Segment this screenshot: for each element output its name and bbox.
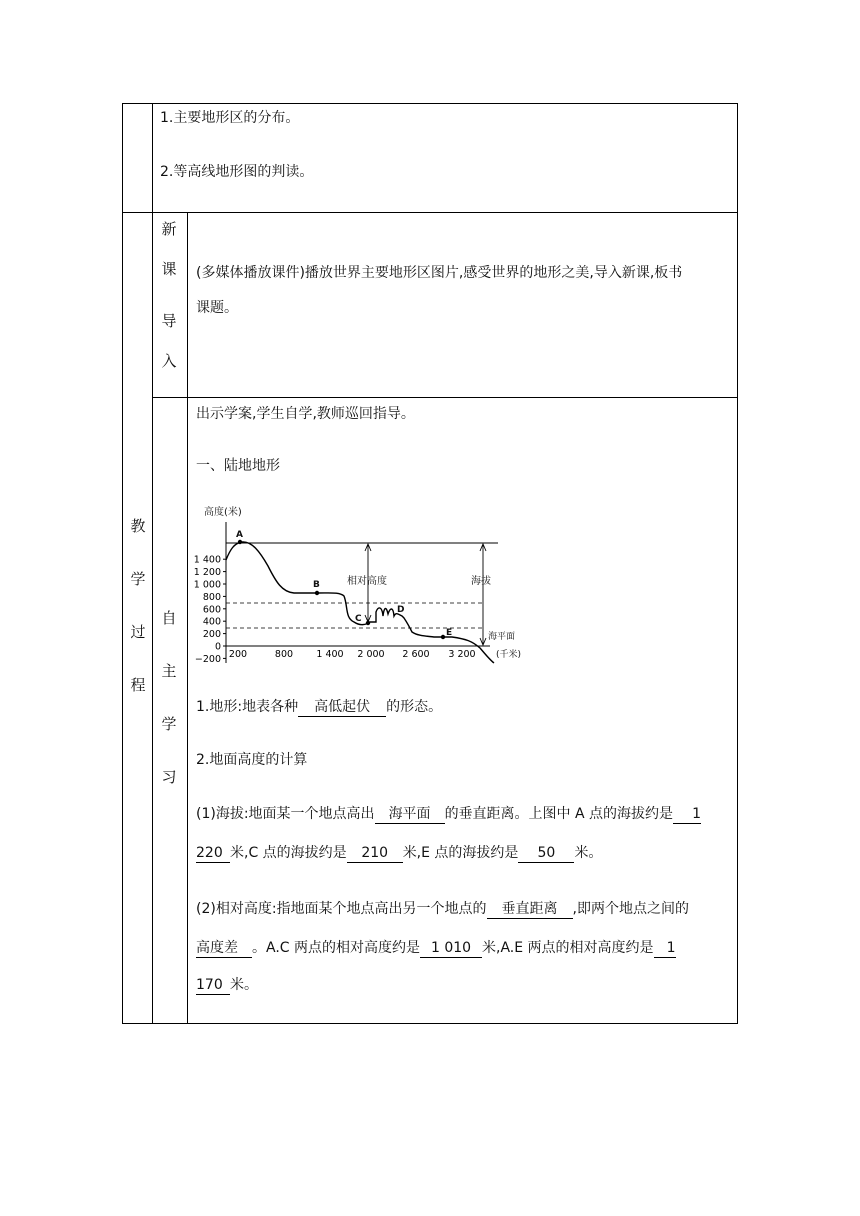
x-tick-label: 2 600 — [402, 649, 430, 660]
answer-blank: 220 — [196, 844, 230, 863]
study-label-char: 习 — [161, 768, 177, 786]
intro-label-char: 课 — [161, 260, 177, 278]
answer-blank: 1 010 — [420, 939, 482, 958]
column-divider-2 — [187, 212, 188, 1024]
y-tick-label: 1 000 — [193, 579, 221, 591]
point-e-label: E — [446, 628, 453, 638]
answer-blank: 1 — [673, 805, 701, 824]
study-label-char: 主 — [161, 662, 177, 680]
intro-label-char: 新 — [161, 220, 177, 238]
point-a-label: A — [236, 530, 243, 540]
chart-xlabel: (千米) — [496, 650, 522, 660]
x-tick-label: 2 000 — [357, 649, 385, 660]
study-intro-line: 出示学案,学生自学,教师巡回指导。 — [196, 406, 415, 422]
sea-level-label: 海平面 — [488, 632, 516, 642]
table-border-bottom — [122, 1023, 738, 1024]
table-border-left — [122, 103, 123, 1024]
section-label-char: 程 — [130, 676, 146, 694]
question-2-title: 2.地面高度的计算 — [196, 752, 308, 768]
relative-height-label: 相对高度 — [347, 576, 387, 587]
objective-1: 1.主要地形区的分布。 — [160, 110, 300, 126]
answer-blank: 170 — [196, 976, 230, 995]
section-label-char: 学 — [130, 570, 146, 588]
terrain-curve — [226, 542, 494, 663]
question-2a-line1: (1)海拔:地面某一个地点高出 海平面 的垂直距离。上图中 A 点的海拔约是 1 — [196, 806, 702, 822]
y-tick-label: 600 — [202, 604, 221, 616]
answer-blank: 高低起伏 — [298, 698, 386, 717]
terrain-profile-chart — [190, 500, 535, 665]
x-tick-label: 800 — [274, 649, 294, 660]
point-c-label: C — [355, 614, 362, 624]
y-tick-label: 200 — [202, 629, 221, 641]
study-label-char: 自 — [161, 609, 177, 627]
answer-blank: 垂直距离 — [487, 900, 573, 919]
answer-blank: 210 — [347, 844, 403, 863]
intro-label-char: 入 — [161, 352, 177, 370]
intro-label-char: 导 — [161, 312, 177, 330]
intro-text-line1: (多媒体播放课件)播放世界主要地形区图片,感受世界的地形之美,导入新课,板书 — [196, 265, 683, 281]
y-tick-label: 400 — [202, 616, 221, 628]
objective-2: 2.等高线地形图的判读。 — [160, 164, 314, 180]
question-2b-line3: 170 米。 — [196, 977, 258, 993]
answer-blank: 1 — [654, 939, 676, 958]
y-tick-label: 1 400 — [193, 554, 221, 566]
point-e — [441, 635, 445, 639]
question-1: 1.地形:地表各种 高低起伏 的形态。 — [196, 699, 443, 715]
table-border-top — [122, 103, 738, 104]
x-tick-label: 1 400 — [316, 649, 344, 660]
answer-blank: 50 — [518, 844, 574, 863]
y-tick-label: 800 — [202, 591, 221, 603]
section-heading: 一、陆地地形 — [196, 458, 280, 474]
x-tick-label: 3 200 — [448, 649, 476, 660]
section-label-char: 过 — [130, 623, 146, 641]
point-b-label: B — [313, 580, 320, 590]
table-border-right — [737, 103, 738, 1024]
question-2b-line1: (2)相对高度:指地面某个地点高出另一个地点的 垂直距离 ,即两个地点之间的 — [196, 901, 689, 917]
question-2b-line2: 高度差 。A.C 两点的相对高度约是 1 010 米,A.E 两点的相对高度约是 1 — [196, 940, 676, 956]
row-divider-1 — [122, 212, 738, 213]
question-2a-line2: 220 米,C 点的海拔约是 210 米,E 点的海拔约是 50 米。 — [196, 845, 603, 861]
y-tick-label: 0 — [214, 641, 221, 653]
row-divider-2 — [152, 397, 738, 398]
y-tick-label: 1 200 — [193, 567, 221, 579]
answer-blank: 高度差 — [196, 939, 252, 958]
point-d-label: D — [397, 605, 405, 615]
chart-ylabel: 高度(米) — [204, 507, 242, 518]
point-b — [315, 591, 319, 595]
x-tick-label: 200 — [228, 649, 248, 660]
intro-text-line2: 课题。 — [196, 300, 238, 316]
point-c — [366, 621, 370, 625]
y-tick-label: −200 — [194, 653, 221, 665]
section-label-char: 教 — [130, 517, 146, 535]
answer-blank: 海平面 — [375, 805, 445, 824]
column-divider-1 — [152, 103, 153, 1024]
altitude-label: 海拔 — [471, 576, 491, 587]
study-label-char: 学 — [161, 715, 177, 733]
point-a — [238, 540, 242, 544]
